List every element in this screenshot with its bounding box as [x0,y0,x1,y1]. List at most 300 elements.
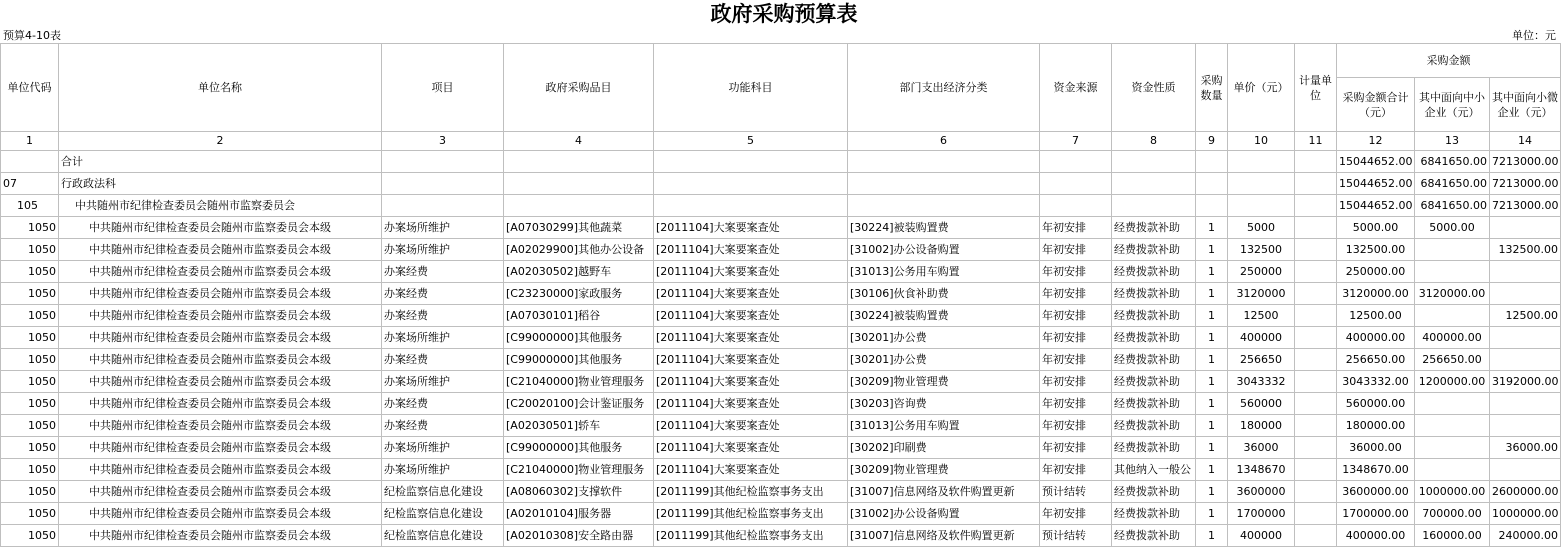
cell-unit-name: 中共随州市纪律检查委员会随州市监察委员会本级 [59,481,382,503]
cell-fund-nature: 经费拨款补助 [1112,217,1196,239]
summary-code [1,151,59,173]
cell-project: 办案场所维护 [382,371,504,393]
cell-unit-code: 1050 [1,393,59,415]
cell-unit-name: 中共随州市纪律检查委员会随州市监察委员会本级 [59,437,382,459]
cell-fund-source: 年初安排 [1040,261,1112,283]
cell-catalog: [C99000000]其他服务 [504,327,654,349]
cell-unit-name: 中共随州市纪律检查委员会随州市监察委员会本级 [59,239,382,261]
table-row [1,349,1561,371]
form-code: 预算4-10表 [3,29,61,42]
header-amount-micro: 其中面向小微企业（元） [1490,78,1561,132]
cell-econ: [31002]办公设备购置 [848,503,1040,525]
cell-function: [2011104]大案要案查处 [654,305,848,327]
empty-cell [382,173,504,195]
cell-qty: 1 [1196,283,1228,305]
cell-measure [1295,327,1337,349]
cell-amount-total: 3043332.00 [1337,371,1415,393]
cell-unit-code: 1050 [1,459,59,481]
header-unit-name: 单位名称 [59,44,382,132]
cell-measure [1295,415,1337,437]
summary-micro: 7213000.00 [1490,195,1561,217]
summary-row [1,151,1561,173]
cell-project: 办案场所维护 [382,437,504,459]
summary-name: 中共随州市纪律检查委员会随州市监察委员会 [59,195,382,217]
cell-function: [2011104]大案要案查处 [654,327,848,349]
cell-fund-nature: 经费拨款补助 [1112,261,1196,283]
cell-unit-code: 1050 [1,327,59,349]
cell-unit-code: 1050 [1,349,59,371]
empty-cell [504,173,654,195]
cell-amount-micro: 12500.00 [1490,305,1561,327]
header-unit-code: 单位代码 [1,44,59,132]
cell-price: 3600000 [1228,481,1295,503]
cell-amount-total: 256650.00 [1337,349,1415,371]
cell-measure [1295,261,1337,283]
cell-unit-name: 中共随州市纪律检查委员会随州市监察委员会本级 [59,349,382,371]
cell-fund-source: 年初安排 [1040,239,1112,261]
column-number: 12 [1337,132,1415,151]
cell-catalog: [C99000000]其他服务 [504,437,654,459]
cell-function: [2011104]大案要案查处 [654,459,848,481]
table-row [1,437,1561,459]
cell-amount-total: 3120000.00 [1337,283,1415,305]
table-row [1,371,1561,393]
cell-amount-micro: 240000.00 [1490,525,1561,547]
table-row [1,525,1561,547]
cell-amount-micro [1490,217,1561,239]
cell-econ: [30209]物业管理费 [848,459,1040,481]
empty-cell [1196,173,1228,195]
empty-cell [1295,151,1337,173]
cell-project: 办案场所维护 [382,239,504,261]
cell-fund-nature: 经费拨款补助 [1112,239,1196,261]
cell-unit-name: 中共随州市纪律检查委员会随州市监察委员会本级 [59,217,382,239]
cell-price: 256650 [1228,349,1295,371]
cell-measure [1295,305,1337,327]
column-number: 3 [382,132,504,151]
cell-unit-name: 中共随州市纪律检查委员会随州市监察委员会本级 [59,327,382,349]
cell-catalog: [A02030501]轿车 [504,415,654,437]
cell-project: 办案经费 [382,305,504,327]
cell-catalog: [A02030502]越野车 [504,261,654,283]
cell-amount-sme [1415,437,1490,459]
cell-qty: 1 [1196,459,1228,481]
cell-econ: [31013]公务用车购置 [848,415,1040,437]
cell-function: [2011199]其他纪检监察事务支出 [654,525,848,547]
column-number: 8 [1112,132,1196,151]
empty-cell [1040,195,1112,217]
cell-measure [1295,525,1337,547]
cell-unit-code: 1050 [1,503,59,525]
column-number: 11 [1295,132,1337,151]
empty-cell [1112,195,1196,217]
cell-fund-source: 年初安排 [1040,503,1112,525]
summary-code: 07 [1,173,59,195]
header-fund-source: 资金来源 [1040,44,1112,132]
cell-fund-nature: 经费拨款补助 [1112,525,1196,547]
table-row [1,283,1561,305]
empty-cell [654,173,848,195]
header-qty: 采购数量 [1196,44,1228,132]
column-number: 6 [848,132,1040,151]
cell-econ: [30106]伙食补助费 [848,283,1040,305]
cell-fund-nature: 经费拨款补助 [1112,437,1196,459]
table-row [1,481,1561,503]
cell-catalog: [A07030299]其他蔬菜 [504,217,654,239]
budget-table [0,43,1561,547]
cell-fund-nature: 经费拨款补助 [1112,371,1196,393]
cell-amount-sme [1415,261,1490,283]
cell-unit-code: 1050 [1,525,59,547]
column-number: 5 [654,132,848,151]
cell-price: 3043332 [1228,371,1295,393]
cell-econ: [30201]办公费 [848,327,1040,349]
cell-unit-name: 中共随州市纪律检查委员会随州市监察委员会本级 [59,503,382,525]
cell-amount-total: 400000.00 [1337,327,1415,349]
cell-unit-name: 中共随州市纪律检查委员会随州市监察委员会本级 [59,525,382,547]
header-catalog: 政府采购品目 [504,44,654,132]
cell-qty: 1 [1196,503,1228,525]
cell-amount-micro [1490,393,1561,415]
table-row [1,415,1561,437]
cell-function: [2011104]大案要案查处 [654,349,848,371]
header-function: 功能科目 [654,44,848,132]
column-number: 1 [1,132,59,151]
cell-measure [1295,371,1337,393]
cell-amount-micro: 36000.00 [1490,437,1561,459]
cell-amount-micro: 1000000.00 [1490,503,1561,525]
cell-unit-name: 中共随州市纪律检查委员会随州市监察委员会本级 [59,261,382,283]
empty-cell [504,195,654,217]
cell-project: 办案经费 [382,349,504,371]
cell-econ: [30209]物业管理费 [848,371,1040,393]
cell-catalog: [C20020100]会计鉴证服务 [504,393,654,415]
summary-micro: 7213000.00 [1490,173,1561,195]
empty-cell [848,195,1040,217]
header-amount-group: 采购金额 [1337,44,1561,78]
cell-qty: 1 [1196,437,1228,459]
cell-price: 400000 [1228,327,1295,349]
cell-qty: 1 [1196,239,1228,261]
cell-measure [1295,437,1337,459]
cell-measure [1295,503,1337,525]
cell-function: [2011104]大案要案查处 [654,239,848,261]
empty-cell [382,195,504,217]
cell-measure [1295,393,1337,415]
empty-cell [1295,195,1337,217]
cell-catalog: [C23230000]家政服务 [504,283,654,305]
cell-fund-nature: 经费拨款补助 [1112,305,1196,327]
header-price: 单价（元） [1228,44,1295,132]
cell-amount-micro: 2600000.00 [1490,481,1561,503]
empty-cell [848,173,1040,195]
summary-name: 行政政法科 [59,173,382,195]
cell-price: 36000 [1228,437,1295,459]
cell-amount-sme [1415,239,1490,261]
empty-cell [848,151,1040,173]
summary-total: 15044652.00 [1337,151,1415,173]
cell-amount-total: 250000.00 [1337,261,1415,283]
cell-unit-name: 中共随州市纪律检查委员会随州市监察委员会本级 [59,459,382,481]
column-number: 14 [1490,132,1561,151]
empty-cell [654,195,848,217]
table-row [1,239,1561,261]
cell-amount-micro [1490,261,1561,283]
header-measure: 计量单位 [1295,44,1337,132]
cell-unit-name: 中共随州市纪律检查委员会随州市监察委员会本级 [59,393,382,415]
cell-catalog: [C21040000]物业管理服务 [504,371,654,393]
cell-fund-nature: 经费拨款补助 [1112,283,1196,305]
empty-cell [382,151,504,173]
cell-unit-code: 1050 [1,283,59,305]
summary-total: 15044652.00 [1337,195,1415,217]
cell-measure [1295,217,1337,239]
cell-amount-micro [1490,349,1561,371]
summary-micro: 7213000.00 [1490,151,1561,173]
cell-project: 纪检监察信息化建设 [382,525,504,547]
cell-fund-source: 预计结转 [1040,481,1112,503]
cell-econ: [30224]被装购置费 [848,305,1040,327]
cell-measure [1295,481,1337,503]
cell-amount-micro: 3192000.00 [1490,371,1561,393]
empty-cell [1196,195,1228,217]
header-amount-total: 采购金额合计（元） [1337,78,1415,132]
cell-function: [2011104]大案要案查处 [654,261,848,283]
column-number: 13 [1415,132,1490,151]
cell-amount-sme: 700000.00 [1415,503,1490,525]
summary-sme: 6841650.00 [1415,195,1490,217]
cell-amount-sme [1415,305,1490,327]
cell-price: 3120000 [1228,283,1295,305]
cell-price: 560000 [1228,393,1295,415]
cell-qty: 1 [1196,393,1228,415]
cell-price: 400000 [1228,525,1295,547]
cell-measure [1295,239,1337,261]
cell-fund-source: 年初安排 [1040,437,1112,459]
cell-unit-name: 中共随州市纪律检查委员会随州市监察委员会本级 [59,415,382,437]
cell-unit-name: 中共随州市纪律检查委员会随州市监察委员会本级 [59,371,382,393]
summary-sme: 6841650.00 [1415,173,1490,195]
cell-qty: 1 [1196,481,1228,503]
cell-project: 办案经费 [382,415,504,437]
cell-project: 办案场所维护 [382,217,504,239]
summary-code: 105 [1,195,59,217]
column-number: 2 [59,132,382,151]
cell-amount-micro [1490,459,1561,481]
cell-amount-total: 400000.00 [1337,525,1415,547]
cell-amount-total: 1700000.00 [1337,503,1415,525]
cell-qty: 1 [1196,415,1228,437]
cell-catalog: [A02029900]其他办公设备 [504,239,654,261]
cell-econ: [30203]咨询费 [848,393,1040,415]
cell-unit-code: 1050 [1,481,59,503]
header-amount-sme: 其中面向中小企业（元） [1415,78,1490,132]
table-row [1,305,1561,327]
cell-fund-nature: 经费拨款补助 [1112,327,1196,349]
cell-amount-micro [1490,415,1561,437]
table-row [1,217,1561,239]
cell-fund-source: 预计结转 [1040,525,1112,547]
cell-qty: 1 [1196,261,1228,283]
cell-measure [1295,459,1337,481]
cell-function: [2011199]其他纪检监察事务支出 [654,481,848,503]
cell-price: 132500 [1228,239,1295,261]
cell-project: 办案场所维护 [382,327,504,349]
cell-fund-source: 年初安排 [1040,371,1112,393]
column-number: 4 [504,132,654,151]
cell-amount-micro [1490,327,1561,349]
cell-catalog: [A02010104]服务器 [504,503,654,525]
cell-amount-total: 5000.00 [1337,217,1415,239]
cell-catalog: [A08060302]支撑软件 [504,481,654,503]
empty-cell [1295,173,1337,195]
cell-fund-source: 年初安排 [1040,217,1112,239]
summary-total: 15044652.00 [1337,173,1415,195]
cell-fund-nature: 经费拨款补助 [1112,503,1196,525]
cell-unit-code: 1050 [1,217,59,239]
table-row [1,327,1561,349]
cell-function: [2011104]大案要案查处 [654,437,848,459]
cell-fund-nature: 经费拨款补助 [1112,481,1196,503]
empty-cell [1196,151,1228,173]
cell-fund-nature: 其他纳入一般公 [1112,459,1196,481]
cell-fund-source: 年初安排 [1040,349,1112,371]
cell-catalog: [C21040000]物业管理服务 [504,459,654,481]
header-fund-nature: 资金性质 [1112,44,1196,132]
cell-amount-micro [1490,283,1561,305]
cell-catalog: [A02010308]安全路由器 [504,525,654,547]
cell-qty: 1 [1196,327,1228,349]
cell-project: 办案经费 [382,393,504,415]
cell-fund-source: 年初安排 [1040,415,1112,437]
cell-project: 办案经费 [382,261,504,283]
summary-sme: 6841650.00 [1415,151,1490,173]
cell-function: [2011104]大案要案查处 [654,283,848,305]
empty-cell [1112,151,1196,173]
column-number: 9 [1196,132,1228,151]
cell-amount-total: 12500.00 [1337,305,1415,327]
cell-amount-total: 180000.00 [1337,415,1415,437]
column-number: 7 [1040,132,1112,151]
cell-econ: [31002]办公设备购置 [848,239,1040,261]
table-row [1,393,1561,415]
empty-cell [504,151,654,173]
cell-catalog: [A07030101]稻谷 [504,305,654,327]
cell-fund-source: 年初安排 [1040,459,1112,481]
empty-cell [654,151,848,173]
cell-unit-name: 中共随州市纪律检查委员会随州市监察委员会本级 [59,283,382,305]
summary-name: 合计 [59,151,382,173]
cell-amount-total: 36000.00 [1337,437,1415,459]
cell-measure [1295,349,1337,371]
header-econ: 部门支出经济分类 [848,44,1040,132]
cell-econ: [31013]公务用车购置 [848,261,1040,283]
cell-unit-code: 1050 [1,305,59,327]
cell-function: [2011199]其他纪检监察事务支出 [654,503,848,525]
cell-project: 纪检监察信息化建设 [382,503,504,525]
cell-econ: [31007]信息网络及软件购置更新 [848,481,1040,503]
cell-price: 180000 [1228,415,1295,437]
cell-amount-micro: 132500.00 [1490,239,1561,261]
cell-function: [2011104]大案要案查处 [654,415,848,437]
cell-fund-nature: 经费拨款补助 [1112,415,1196,437]
empty-cell [1228,195,1295,217]
table-row [1,503,1561,525]
cell-unit-code: 1050 [1,437,59,459]
cell-catalog: [C99000000]其他服务 [504,349,654,371]
cell-qty: 1 [1196,525,1228,547]
cell-amount-sme [1415,459,1490,481]
unit-note: 单位：元 [1512,29,1556,42]
cell-econ: [30201]办公费 [848,349,1040,371]
cell-amount-sme: 1200000.00 [1415,371,1490,393]
empty-cell [1040,151,1112,173]
cell-fund-source: 年初安排 [1040,393,1112,415]
cell-unit-code: 1050 [1,261,59,283]
cell-unit-name: 中共随州市纪律检查委员会随州市监察委员会本级 [59,305,382,327]
cell-function: [2011104]大案要案查处 [654,217,848,239]
cell-amount-sme: 3120000.00 [1415,283,1490,305]
cell-amount-total: 560000.00 [1337,393,1415,415]
cell-amount-total: 3600000.00 [1337,481,1415,503]
cell-function: [2011104]大案要案查处 [654,393,848,415]
cell-amount-sme: 5000.00 [1415,217,1490,239]
cell-fund-nature: 经费拨款补助 [1112,393,1196,415]
cell-amount-sme: 1000000.00 [1415,481,1490,503]
cell-econ: [30224]被装购置费 [848,217,1040,239]
column-number: 10 [1228,132,1295,151]
cell-amount-sme: 400000.00 [1415,327,1490,349]
cell-function: [2011104]大案要案查处 [654,371,848,393]
cell-unit-code: 1050 [1,415,59,437]
cell-unit-code: 1050 [1,371,59,393]
cell-price: 5000 [1228,217,1295,239]
page-title: 政府采购预算表 [710,2,858,26]
cell-amount-total: 132500.00 [1337,239,1415,261]
cell-econ: [30202]印刷费 [848,437,1040,459]
cell-fund-source: 年初安排 [1040,283,1112,305]
header-project: 项目 [382,44,504,132]
cell-amount-sme [1415,393,1490,415]
cell-econ: [31007]信息网络及软件购置更新 [848,525,1040,547]
cell-amount-sme: 256650.00 [1415,349,1490,371]
cell-price: 250000 [1228,261,1295,283]
empty-cell [1228,173,1295,195]
cell-qty: 1 [1196,217,1228,239]
summary-row [1,173,1561,195]
cell-price: 1700000 [1228,503,1295,525]
cell-project: 办案场所维护 [382,459,504,481]
cell-project: 办案经费 [382,283,504,305]
table-row [1,261,1561,283]
cell-qty: 1 [1196,371,1228,393]
cell-qty: 1 [1196,349,1228,371]
empty-cell [1228,151,1295,173]
cell-amount-sme [1415,415,1490,437]
cell-price: 12500 [1228,305,1295,327]
summary-row [1,195,1561,217]
cell-fund-source: 年初安排 [1040,327,1112,349]
cell-measure [1295,283,1337,305]
cell-unit-code: 1050 [1,239,59,261]
cell-amount-total: 1348670.00 [1337,459,1415,481]
cell-price: 1348670 [1228,459,1295,481]
cell-project: 纪检监察信息化建设 [382,481,504,503]
cell-qty: 1 [1196,305,1228,327]
cell-fund-nature: 经费拨款补助 [1112,349,1196,371]
empty-cell [1040,173,1112,195]
cell-fund-source: 年初安排 [1040,305,1112,327]
